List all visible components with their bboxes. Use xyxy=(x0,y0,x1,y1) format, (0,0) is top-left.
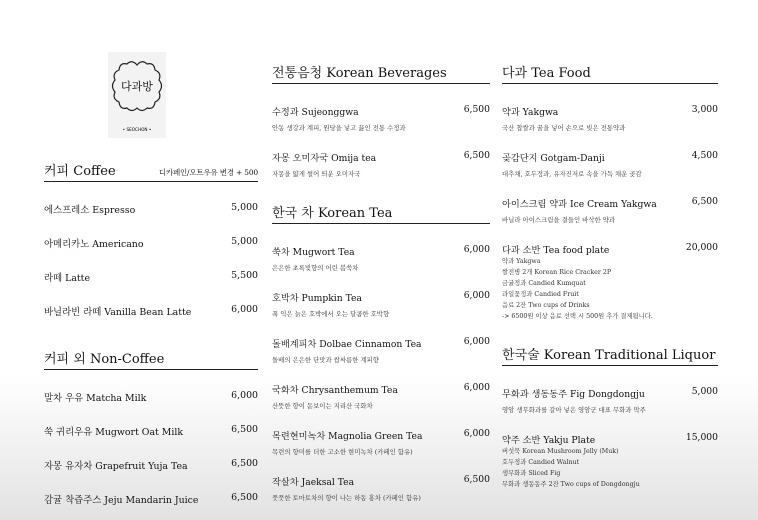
menu-item xyxy=(502,386,718,414)
item-name: 수정과 Sujeonggwa xyxy=(272,107,359,118)
item-desc: 영암 생무화과를 갈아 넣은 영암군 대표 무화과 막주 xyxy=(502,406,646,414)
item-name: 라떼 Latte xyxy=(44,273,90,284)
item-price: 6,500 xyxy=(463,104,490,115)
item-price: 6,500 xyxy=(231,458,258,469)
item-name: 쑥 귀리우유 Mugwort Oat Milk xyxy=(44,427,184,438)
left-column xyxy=(44,160,258,506)
middle-column xyxy=(272,62,490,502)
item-desc: 자몽을 얇게 썰어 띄운 오미자국 xyxy=(272,170,361,178)
menu-item xyxy=(44,424,258,438)
plate-line: 쌀전병 2개 Korean Rice Cracker 2P xyxy=(502,269,612,276)
item-name: 아메리카노 Americano xyxy=(44,239,144,250)
non-coffee-title: 커피 외 Non-Coffee xyxy=(44,352,165,367)
plate-line: 생무화과 Sliced Fig xyxy=(502,470,561,477)
menu-item xyxy=(44,492,258,506)
menu-item xyxy=(272,244,490,272)
item-price: 3,000 xyxy=(691,104,718,115)
plate-line: 과일꽃정과 Candied Fruit xyxy=(502,291,579,298)
tea-food-title: 다과 Tea Food xyxy=(502,66,591,81)
item-name: 아이스크림 약과 Ice Cream Yakgwa xyxy=(502,199,657,210)
item-price: 6,000 xyxy=(231,390,258,401)
menu-item xyxy=(44,202,258,216)
item-price: 6,000 xyxy=(463,290,490,301)
tea-food-plate xyxy=(502,242,718,322)
item-price: 6,000 xyxy=(463,336,490,347)
plate-line: 약과 Yakgwa xyxy=(502,258,541,265)
menu-item xyxy=(44,458,258,472)
item-desc: 목련의 향미를 더한 고소한 현미녹차 (카페인 함유) xyxy=(272,448,413,456)
brand-logo xyxy=(108,52,166,138)
item-price: 20,000 xyxy=(685,242,718,253)
non-coffee-section-title xyxy=(44,348,258,370)
beverages-section-title xyxy=(272,62,490,84)
menu-item xyxy=(502,150,718,178)
menu-item xyxy=(44,270,258,284)
menu-item xyxy=(502,104,718,132)
menu-item xyxy=(272,104,490,132)
tea-section-title xyxy=(272,202,490,224)
menu-item xyxy=(272,474,490,502)
plate-line: 금귤정과 Candied Kumquat xyxy=(502,280,586,287)
coffee-section-title xyxy=(44,160,258,182)
item-price: 5,000 xyxy=(231,202,258,213)
item-price: 5,000 xyxy=(231,236,258,247)
item-name: 무화과 생동동주 Fig Dongdongju xyxy=(502,389,645,400)
item-price: 5,500 xyxy=(231,270,258,281)
tea-title: 한국 차 Korean Tea xyxy=(272,206,393,221)
item-desc: 안동 생강과 계피, 원당을 넣고 끓인 전통 수정과 xyxy=(272,124,406,132)
beverages-title: 전통음청 Korean Beverages xyxy=(272,66,447,81)
brand-name: 다과방 xyxy=(121,80,153,93)
menu-item xyxy=(44,236,258,250)
item-name: 작살차 Jaeksal Tea xyxy=(272,477,355,488)
item-name: 돌배계피차 Dolbae Cinnamon Tea xyxy=(272,339,422,350)
brand-sub: • SEOCHON • xyxy=(122,127,152,132)
plate-line: 호두정과 Candied Walnut xyxy=(502,459,580,466)
item-desc: 푹 익은 늙은 호박에서 오는 달콤한 호박향 xyxy=(272,310,390,318)
menu-item xyxy=(44,390,258,404)
item-price: 6,000 xyxy=(463,428,490,439)
item-desc: 대추채, 호두정과, 유자진저로 속을 가득 채운 곶감 xyxy=(502,170,642,178)
item-name: 목련현미녹차 Magnolia Green Tea xyxy=(272,431,423,442)
item-price: 6,000 xyxy=(463,244,490,255)
item-name: 약과 Yakgwa xyxy=(502,107,559,118)
item-name: 감귤 착즙주스 Jeju Mandarin Juice xyxy=(44,495,199,506)
item-name: 쑥차 Mugwort Tea xyxy=(272,247,355,258)
item-name: 곶감단지 Gotgam-Danji xyxy=(502,153,605,164)
item-desc: 은은한 초록빛향의 어린 봄쑥차 xyxy=(272,264,359,272)
item-price: 6,500 xyxy=(231,424,258,435)
right-column xyxy=(502,62,718,490)
item-name: 약주 소반 Yakju Plate xyxy=(502,435,596,446)
item-desc: 국산 찹쌀과 꿀을 넣어 손으로 빚은 전통약과 xyxy=(502,124,626,132)
liquor-section-title xyxy=(502,344,718,366)
item-name: 말차 우유 Matcha Milk xyxy=(44,393,147,404)
coffee-note: 디카페인/오트우유 변경 + 500 xyxy=(158,168,258,177)
plate-line: -> 6500원 이상 음료 선택 시 500원 추가 결제됩니다. xyxy=(502,313,653,320)
item-name: 호박차 Pumpkin Tea xyxy=(272,293,362,304)
plate-line: 음료 2잔 Two cups of Drinks xyxy=(502,302,590,309)
menu-item xyxy=(502,196,718,224)
liquor-title: 한국술 Korean Traditional Liquor xyxy=(502,348,716,363)
item-name: 자몽 유자차 Grapefruit Yuja Tea xyxy=(44,461,188,472)
item-desc: 산뜻한 향이 돋보이는 지리산 국화차 xyxy=(272,402,373,410)
plate-line: 버섯묵 Korean Mushroom Jelly (Muk) xyxy=(502,448,619,455)
tea-food-section-title xyxy=(502,62,718,84)
menu-item xyxy=(44,304,258,318)
menu-item xyxy=(272,382,490,410)
item-name: 에스프레소 Espresso xyxy=(44,205,136,216)
item-desc: 돌배의 은은한 단맛과 쌉싸름한 계피향 xyxy=(272,356,379,364)
plate-line: 무화과 생동동주 2잔 Two cups of Dongdongju xyxy=(502,481,640,488)
item-price: 5,000 xyxy=(691,386,718,397)
menu-item xyxy=(272,290,490,318)
item-name: 국화차 Chrysanthemum Tea xyxy=(272,385,398,396)
item-name: 다과 소반 Tea food plate xyxy=(502,245,610,256)
item-name: 바닐라빈 라떼 Vanilla Bean Latte xyxy=(44,307,192,318)
item-price: 4,500 xyxy=(691,150,718,161)
item-name: 자몽 오미자국 Omija tea xyxy=(272,153,377,164)
menu-item xyxy=(272,150,490,178)
item-desc: 바닐라 아이스크림을 곁들인 바삭한 약과 xyxy=(502,216,616,224)
item-price: 6,000 xyxy=(463,382,490,393)
menu-item xyxy=(272,428,490,456)
coffee-title: 커피 Coffee xyxy=(44,164,116,179)
item-price: 6,000 xyxy=(231,304,258,315)
item-desc: 풋풋한 토마토차의 향이 나는 하동 홍차 (카페인 함유) xyxy=(272,494,421,502)
yakju-plate xyxy=(502,432,718,490)
item-price: 15,000 xyxy=(685,432,718,443)
item-price: 6,500 xyxy=(691,196,718,207)
item-price: 6,500 xyxy=(231,492,258,503)
menu-item xyxy=(272,336,490,364)
item-price: 6,500 xyxy=(463,150,490,161)
item-price: 6,500 xyxy=(463,474,490,485)
